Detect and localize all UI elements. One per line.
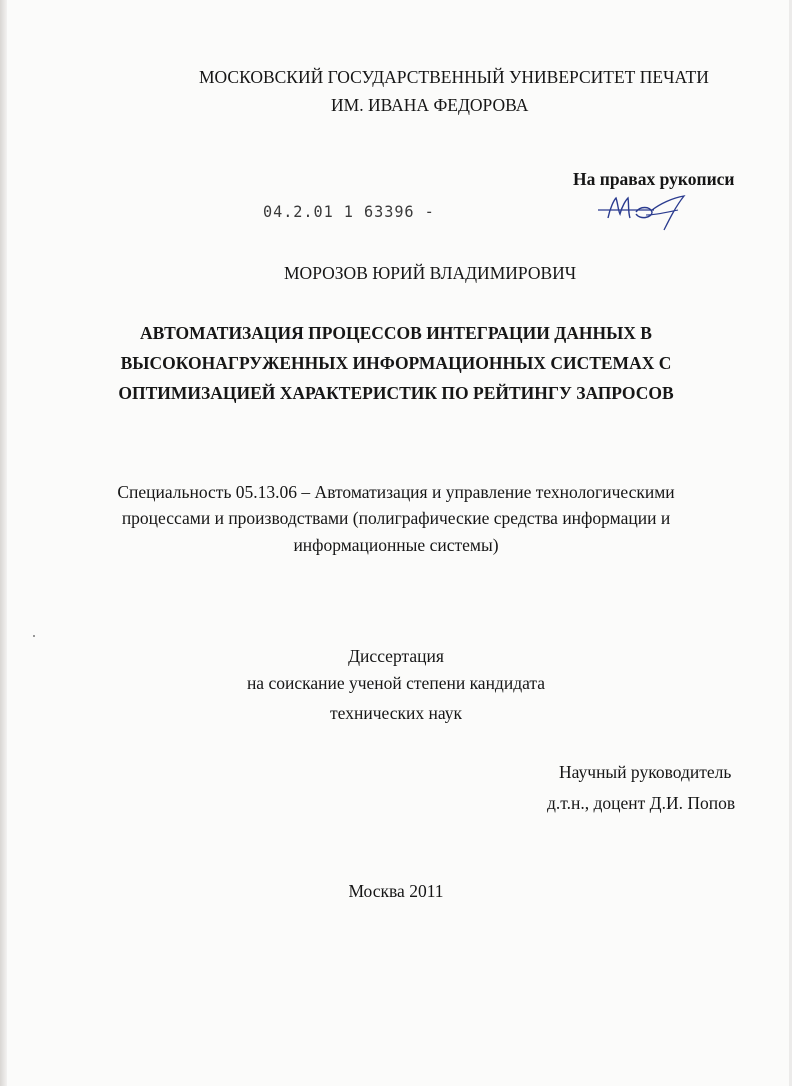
specialty-line1: Специальность 05.13.06 – Автоматизация и управление технологическими xyxy=(117,482,675,502)
university-name-line2: ИМ. ИВАНА ФЕДОРОВА xyxy=(331,95,529,115)
degree-line: на соискание ученой степени кандидата xyxy=(246,673,546,693)
specialty-line3: информационные системы) xyxy=(293,535,499,555)
manuscript-rights-note: На правах рукописи xyxy=(573,169,735,189)
place-and-year: Москва 2011 xyxy=(348,881,444,901)
dissertation-title-line2: ВЫСОКОНАГРУЖЕННЫХ ИНФОРМАЦИОННЫХ СИСТЕМАХ С xyxy=(120,353,672,373)
dissertation-title-line1: АВТОМАТИЗАЦИЯ ПРОЦЕССОВ ИНТЕГРАЦИИ ДАННЫХ В xyxy=(140,323,652,343)
specialty-line2: процессами и производствами (полиграфические средства информации и xyxy=(121,508,671,528)
author-name: МОРОЗОВ ЮРИЙ ВЛАДИМИРОВИЧ xyxy=(284,263,577,283)
dissertation-label: Диссертация xyxy=(348,646,444,666)
university-name-line1: МОСКОВСКИЙ ГОСУДАРСТВЕННЫЙ УНИВЕРСИТЕТ ПЕЧАТИ xyxy=(199,67,709,87)
field-of-science-line: технических наук xyxy=(330,703,462,723)
archive-stamp: 04.2.01 1 63396 - xyxy=(263,202,435,221)
dissertation-title-line3: ОПТИМИЗАЦИЕЙ ХАРАКТЕРИСТИК ПО РЕЙТИНГУ ЗАПРОСОВ xyxy=(118,383,674,403)
supervisor-name: д.т.н., доцент Д.И. Попов xyxy=(547,793,736,813)
scan-speck xyxy=(33,635,35,637)
supervisor-label: Научный руководитель xyxy=(559,762,732,782)
handwritten-signature xyxy=(596,188,694,234)
